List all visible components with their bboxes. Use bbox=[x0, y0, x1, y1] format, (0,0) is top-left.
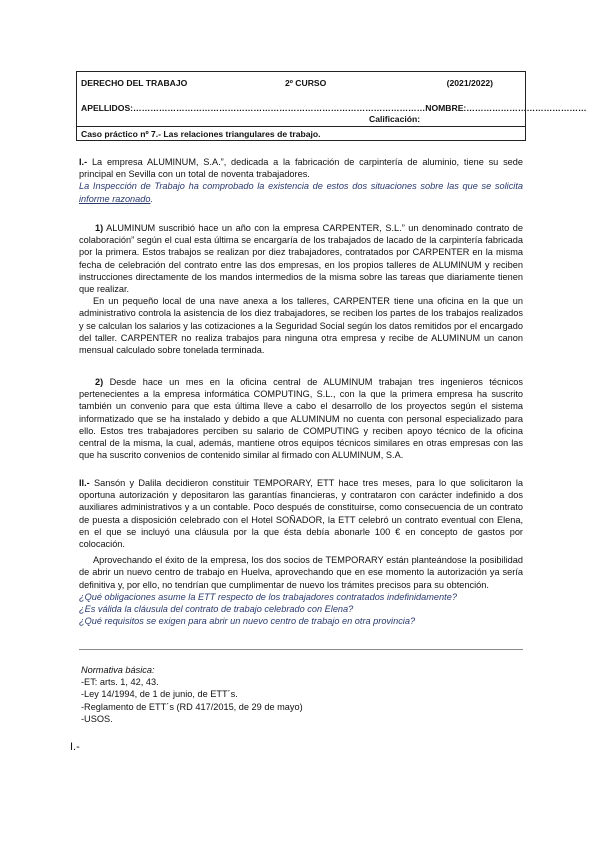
header-box bbox=[76, 71, 587, 141]
name-label: NOMBRE: bbox=[425, 103, 467, 113]
part2-marker: II.- bbox=[79, 478, 90, 488]
case1-paragraph2: En un pequeño local de una nave anexa a los talleres, CARPENTER tiene una oficina en la que un administrativo controla la asistencia de los diez trabajadores, se reciben los partes de los trabajos realizados y se calculan los salarios y las cotizaciones a la Seguridad Social según los datos remitidos por el encargado del taller. CARPENTER no realiza trabajos para ninguna otra empresa y recibe de ALUMINUM un canon mensual calculado sobre tonelada terminada. bbox=[79, 296, 523, 356]
course-label: 2º CURSO bbox=[285, 78, 327, 88]
question-1: ¿Qué obligaciones asume la ETT respecto de los trabajadores contratados indefinidamente? bbox=[79, 591, 457, 602]
case1-number: 1) bbox=[95, 223, 104, 233]
part2-block: II.- Sansón y Dalila decidieron constituir TEMPORARY, ETT hace tres meses, para lo que solicitaron la oportuna autorización y depositaron las garantías financieras, y contrataron con carácter indefinido a dos auxiliares administrativos y a un contable. Poco después de constituirse, como consecuencia de un contrato de puesta a disposición celebrado con el Hotel SOÑADOR, la ETT celebró un contrato eventual con Elena, en el que se incluyó una cláusula por la que ésta debía abonarle 100 € en concepto de gastos por colocación. Aprovechando el éxito de la empresa, los dos socios de TEMPORARY están planteándose la posibilidad de abrir un nuevo centro de trabajo en Huelva, aprovechando que en ese momento la autorización ya sería definitiva y, por ello, no tendrían que cumplimentar de nuevo los trámites precisos para su obtención. ¿Qué obligaciones asume la ETT respecto de los trabajadores contratados indefinidamente? ¿Es válida la cláusula del contrato de trabajo celebrado con Elena? ¿Qué requisitos se exigen para abrir un nuevo centro de trabajo en otra provincia? bbox=[79, 478, 523, 627]
normativa-title: Normativa básica: bbox=[81, 665, 155, 675]
normativa-item: -Ley 14/1994, de 1 de junio, de ETT´s. bbox=[81, 689, 238, 700]
grade-label: Calificación: bbox=[369, 114, 421, 124]
surname-label: APELLIDOS: bbox=[81, 103, 134, 113]
normativa-item: -ET: arts. 1, 42, 43. bbox=[81, 677, 159, 688]
name-dots: …………………………………… bbox=[466, 103, 587, 113]
part1-intro: I.- La empresa ALUMINUM, S.A.”, dedicada a la fabricación de carpintería de aluminio, tiene su sede principal en Sevilla con un total de noventa trabajadores. La Inspección de Trabajo ha comprobado la existencia de estos dos situaciones sobre las que se solicita informe razonado. bbox=[79, 157, 523, 204]
case2-number: 2) bbox=[95, 377, 104, 387]
case-title: Caso práctico nº 7.- Las relaciones triangulares de trabajo. bbox=[81, 129, 321, 139]
part1-marker: I.- bbox=[79, 157, 88, 167]
case1-block: 1) ALUMINUM suscribió hace un año con la empresa CARPENTER, S.L.” un denominado contrato de colaboración” según el cual esta última se encargaría de los trabajados de lacado de la carpintería fabricada por la primera. Estos trabajos se realizan por diez trabajadores, contratados por CARPENTER en la misma fecha de celebración del contrato entre las dos empresas, en los propios talleres de ALUMINUM y reciben instrucciones directamente de los mandos intermedios de la misma sobre las tareas que diariamente tienen que realizar. En un pequeño local de una nave anexa a los talleres, CARPENTER tiene una oficina en la que un administrativo controla la asistencia de los diez trabajadores, se reciben los partes de los trabajos realizados y se calculan los salarios y las cotizaciones a la Seguridad Social según los datos remitidos por el encargado del taller. CARPENTER no realiza trabajos para ninguna otra empresa y recibe de ALUMINUM un canon mensual calculado sobre tonelada terminada. bbox=[79, 223, 523, 356]
subject-label: DERECHO DEL TRABAJO bbox=[81, 78, 188, 88]
normativa-block bbox=[81, 664, 303, 725]
name-line bbox=[81, 103, 587, 113]
question-2: ¿Es válida la cláusula del contrato de trabajo celebrado con Elena? bbox=[79, 604, 354, 615]
case2-block: 2) Desde hace un mes en la oficina central de ALUMINUM trabajan tres ingenieros técnicos pertenecientes a la empresa informática COMPUTING, S.L., con la que la primera empresa ha suscrito también un convenio para que esta última lleve a cabo el desarrollo de los proyectos según el sistema informatizado que se ha instalado y debido a que ALUMINUM no cuenta con personal especializado para ello. Estos tres trabajadores perciben su salario de COMPUTING y reciben apoyo técnico de la oficina central de la misma, la cual, además, mantiene otros equipos técnicos similares en otras empresas con las que ha suscrito convenios de contenido similar al firmado con ALUMINUM, S.A. bbox=[79, 377, 523, 461]
surname-dots: ………………………………………………………………………………………… bbox=[133, 103, 426, 113]
footer-marker: I.- bbox=[70, 741, 80, 753]
header-divider bbox=[77, 126, 525, 127]
part2-paragraph2: Aprovechando el éxito de la empresa, los dos socios de TEMPORARY están planteándose la posibilidad de abrir un nuevo centro de trabajo en Huelva, aprovechando que en ese momento la autorización ya sería definitiva y, por ello, no tendrían que cumplimentar de nuevo los trámites precisos para su obtención. bbox=[79, 555, 523, 590]
question-3: ¿Qué requisitos se exigen para abrir un nuevo centro de trabajo en otra provincia? bbox=[79, 616, 416, 627]
normativa-item: -USOS. bbox=[81, 713, 113, 724]
normativa-item: -Reglamento de ETT´s (RD 417/2015, de 29 de mayo) bbox=[81, 701, 303, 712]
part1-instruction: La Inspección de Trabajo ha comprobado la existencia de estos dos situaciones sobre las que se solicita informe razonado. bbox=[79, 181, 523, 204]
year-label: (2021/2022) bbox=[446, 78, 493, 88]
section-divider bbox=[79, 649, 523, 650]
